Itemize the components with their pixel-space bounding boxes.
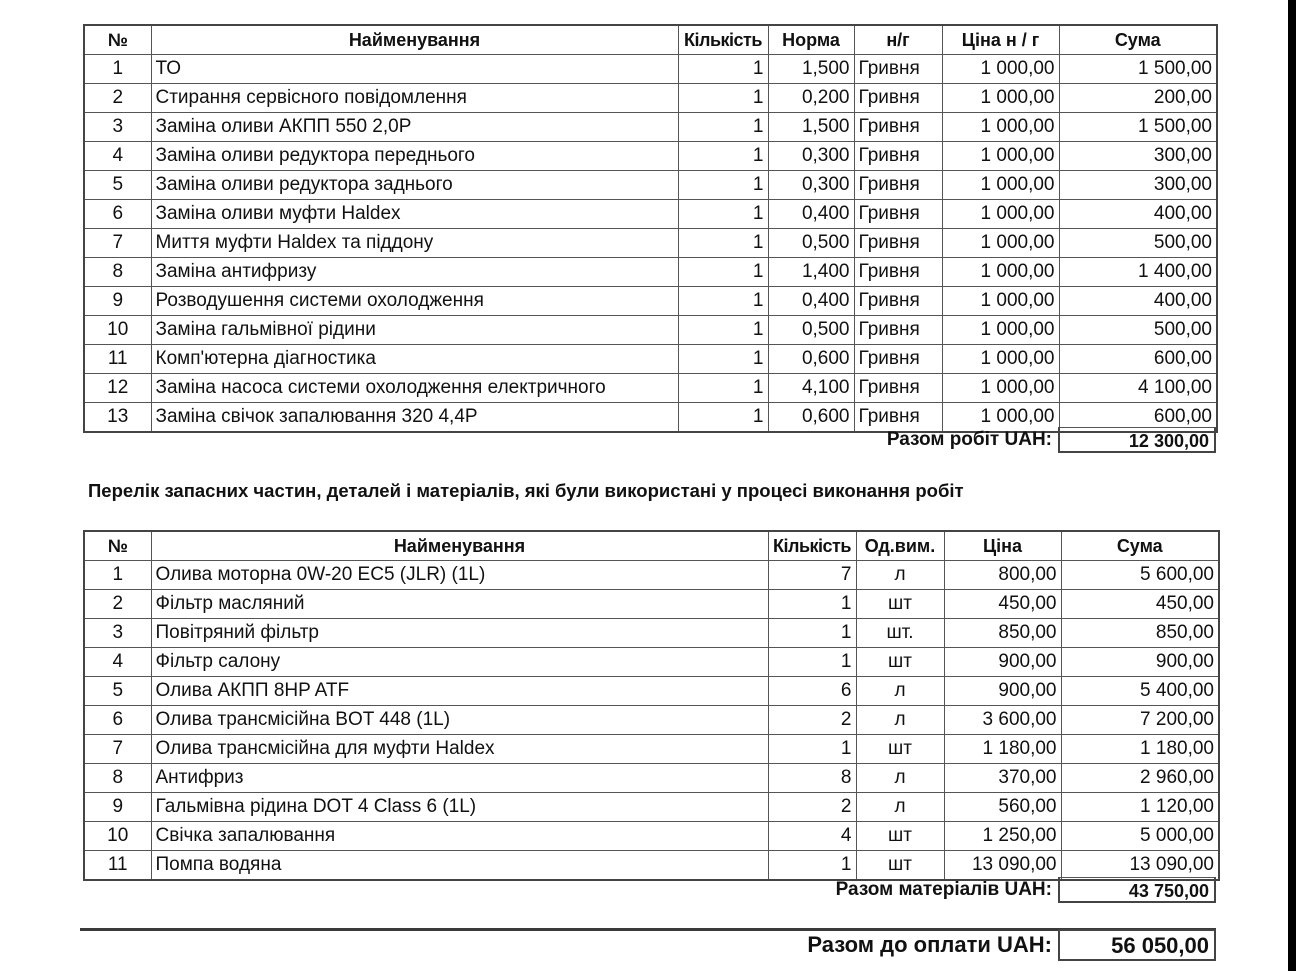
cell-unit: Гривня xyxy=(854,142,942,171)
cell-price: 1 000,00 xyxy=(942,316,1059,345)
cell-price: 900,00 xyxy=(944,648,1061,677)
cell-norm: 0,600 xyxy=(768,345,854,374)
cell-name: Свічка запалювання xyxy=(151,822,768,851)
cell-qty: 1 xyxy=(768,648,856,677)
cell-qty: 1 xyxy=(678,374,768,403)
cell-qty: 2 xyxy=(768,706,856,735)
cell-unit: Гривня xyxy=(854,84,942,113)
table-row xyxy=(84,851,1219,881)
cell-unit: л xyxy=(856,561,944,590)
cell-no: 2 xyxy=(84,590,151,619)
table-row xyxy=(84,374,1217,403)
cell-unit: Гривня xyxy=(854,113,942,142)
col-header-no: № xyxy=(84,25,151,55)
cell-qty: 1 xyxy=(678,403,768,433)
cell-price: 800,00 xyxy=(944,561,1061,590)
cell-price: 1 000,00 xyxy=(942,258,1059,287)
cell-name: Повітряний фільтр xyxy=(151,619,768,648)
cell-qty: 1 xyxy=(678,287,768,316)
cell-no: 8 xyxy=(84,764,151,793)
cell-name: Олива трансмісійна для муфти Haldex xyxy=(151,735,768,764)
cell-qty: 1 xyxy=(768,735,856,764)
cell-name: Заміна свічок запалювання 320 4,4P xyxy=(151,403,678,433)
col-header-price: Ціна н / г xyxy=(942,25,1059,55)
cell-sum: 5 600,00 xyxy=(1061,561,1219,590)
cell-sum: 850,00 xyxy=(1061,619,1219,648)
cell-sum: 400,00 xyxy=(1059,287,1217,316)
parts-total-value: 43 750,00 xyxy=(1058,877,1216,903)
cell-name: Гальмівна рідина DOT 4 Class 6 (1L) xyxy=(151,793,768,822)
cell-norm: 0,300 xyxy=(768,171,854,200)
cell-norm: 0,400 xyxy=(768,200,854,229)
cell-norm: 1,400 xyxy=(768,258,854,287)
parts-total xyxy=(700,877,1216,903)
works-table xyxy=(83,24,1218,433)
cell-price: 370,00 xyxy=(944,764,1061,793)
cell-price: 1 000,00 xyxy=(942,345,1059,374)
cell-no: 13 xyxy=(84,403,151,433)
cell-unit: Гривня xyxy=(854,55,942,84)
cell-unit: л xyxy=(856,793,944,822)
cell-qty: 1 xyxy=(678,142,768,171)
cell-name: ТО xyxy=(151,55,678,84)
cell-sum: 1 120,00 xyxy=(1061,793,1219,822)
cell-price: 1 000,00 xyxy=(942,287,1059,316)
cell-price: 1 000,00 xyxy=(942,200,1059,229)
grand-total xyxy=(700,929,1216,961)
table-row xyxy=(84,706,1219,735)
cell-no: 5 xyxy=(84,171,151,200)
cell-no: 6 xyxy=(84,706,151,735)
table-row xyxy=(84,84,1217,113)
col-header-sum: Сума xyxy=(1059,25,1217,55)
col-header-unit: Од.вим. xyxy=(856,531,944,561)
cell-no: 11 xyxy=(84,345,151,374)
cell-unit: шт. xyxy=(856,619,944,648)
cell-sum: 600,00 xyxy=(1059,403,1217,433)
cell-no: 1 xyxy=(84,561,151,590)
cell-no: 12 xyxy=(84,374,151,403)
grand-total-value: 56 050,00 xyxy=(1058,929,1216,961)
cell-sum: 13 090,00 xyxy=(1061,851,1219,881)
table-row xyxy=(84,287,1217,316)
cell-norm: 0,500 xyxy=(768,229,854,258)
cell-sum: 5 400,00 xyxy=(1061,677,1219,706)
cell-unit: Гривня xyxy=(854,345,942,374)
table-row xyxy=(84,677,1219,706)
cell-no: 4 xyxy=(84,142,151,171)
cell-name: Антифриз xyxy=(151,764,768,793)
cell-norm: 0,500 xyxy=(768,316,854,345)
cell-no: 4 xyxy=(84,648,151,677)
cell-qty: 1 xyxy=(678,84,768,113)
cell-norm: 0,200 xyxy=(768,84,854,113)
cell-name: Фільтр салону xyxy=(151,648,768,677)
cell-price: 3 600,00 xyxy=(944,706,1061,735)
cell-price: 1 000,00 xyxy=(942,403,1059,433)
cell-no: 8 xyxy=(84,258,151,287)
cell-qty: 1 xyxy=(678,55,768,84)
cell-norm: 0,600 xyxy=(768,403,854,433)
col-header-unit: н/г xyxy=(854,25,942,55)
cell-sum: 300,00 xyxy=(1059,171,1217,200)
cell-name: Миття муфти Haldex та піддону xyxy=(151,229,678,258)
cell-qty: 1 xyxy=(768,619,856,648)
col-header-norm: Норма xyxy=(768,25,854,55)
cell-unit: Гривня xyxy=(854,287,942,316)
col-header-name: Найменування xyxy=(151,531,768,561)
cell-name: Олива АКПП 8HP ATF xyxy=(151,677,768,706)
cell-no: 6 xyxy=(84,200,151,229)
col-header-price: Ціна xyxy=(944,531,1061,561)
parts-section-title: Перелік запасних частин, деталей і матеріалів, які були використані у процесі виконання робіт xyxy=(88,480,964,501)
cell-price: 450,00 xyxy=(944,590,1061,619)
table-row xyxy=(84,55,1217,84)
cell-name: Заміна антифризу xyxy=(151,258,678,287)
cell-qty: 4 xyxy=(768,822,856,851)
col-header-sum: Сума xyxy=(1061,531,1219,561)
cell-no: 10 xyxy=(84,822,151,851)
cell-unit: шт xyxy=(856,851,944,881)
cell-qty: 1 xyxy=(678,113,768,142)
cell-qty: 1 xyxy=(678,171,768,200)
cell-qty: 8 xyxy=(768,764,856,793)
table-row xyxy=(84,561,1219,590)
cell-price: 1 000,00 xyxy=(942,374,1059,403)
works-header-row xyxy=(84,25,1217,55)
cell-price: 900,00 xyxy=(944,677,1061,706)
cell-qty: 1 xyxy=(678,200,768,229)
table-row xyxy=(84,735,1219,764)
cell-unit: Гривня xyxy=(854,229,942,258)
cell-norm: 0,300 xyxy=(768,142,854,171)
cell-sum: 900,00 xyxy=(1061,648,1219,677)
cell-sum: 1 500,00 xyxy=(1059,55,1217,84)
col-header-no: № xyxy=(84,531,151,561)
table-row xyxy=(84,648,1219,677)
cell-price: 1 250,00 xyxy=(944,822,1061,851)
cell-sum: 500,00 xyxy=(1059,316,1217,345)
cell-name: Олива трансмісійна BOT 448 (1L) xyxy=(151,706,768,735)
cell-name: Заміна оливи редуктора заднього xyxy=(151,171,678,200)
cell-no: 7 xyxy=(84,735,151,764)
cell-price: 850,00 xyxy=(944,619,1061,648)
cell-unit: Гривня xyxy=(854,171,942,200)
cell-unit: Гривня xyxy=(854,374,942,403)
table-row xyxy=(84,793,1219,822)
cell-no: 9 xyxy=(84,287,151,316)
cell-sum: 4 100,00 xyxy=(1059,374,1217,403)
cell-sum: 400,00 xyxy=(1059,200,1217,229)
cell-no: 9 xyxy=(84,793,151,822)
cell-name: Олива моторна 0W-20 EC5 (JLR) (1L) xyxy=(151,561,768,590)
cell-name: Помпа водяна xyxy=(151,851,768,881)
cell-unit: л xyxy=(856,706,944,735)
cell-no: 5 xyxy=(84,677,151,706)
cell-sum: 1 180,00 xyxy=(1061,735,1219,764)
cell-price: 1 000,00 xyxy=(942,142,1059,171)
cell-qty: 1 xyxy=(768,851,856,881)
cell-name: Стирання сервісного повідомлення xyxy=(151,84,678,113)
table-row xyxy=(84,229,1217,258)
cell-price: 560,00 xyxy=(944,793,1061,822)
parts-table xyxy=(83,530,1220,881)
cell-sum: 1 400,00 xyxy=(1059,258,1217,287)
cell-qty: 7 xyxy=(768,561,856,590)
table-row xyxy=(84,258,1217,287)
cell-unit: Гривня xyxy=(854,258,942,287)
cell-name: Заміна оливи АКПП 550 2,0P xyxy=(151,113,678,142)
cell-qty: 1 xyxy=(678,258,768,287)
cell-sum: 5 000,00 xyxy=(1061,822,1219,851)
cell-price: 1 000,00 xyxy=(942,229,1059,258)
cell-sum: 200,00 xyxy=(1059,84,1217,113)
works-total-value: 12 300,00 xyxy=(1058,427,1216,453)
table-row xyxy=(84,142,1217,171)
table-row xyxy=(84,619,1219,648)
cell-no: 1 xyxy=(84,55,151,84)
cell-name: Заміна оливи редуктора переднього xyxy=(151,142,678,171)
cell-name: Розводушення системи охолодження xyxy=(151,287,678,316)
cell-no: 10 xyxy=(84,316,151,345)
cell-norm: 0,400 xyxy=(768,287,854,316)
cell-no: 11 xyxy=(84,851,151,881)
cell-price: 13 090,00 xyxy=(944,851,1061,881)
works-total-label: Разом робіт UAH: xyxy=(886,429,1052,450)
cell-sum: 7 200,00 xyxy=(1061,706,1219,735)
col-header-qty: Кількість xyxy=(768,531,856,561)
cell-qty: 6 xyxy=(768,677,856,706)
parts-header-row xyxy=(84,531,1219,561)
table-row xyxy=(84,590,1219,619)
grand-total-label: Разом до оплати UAH: xyxy=(807,932,1052,957)
table-row xyxy=(84,345,1217,374)
cell-name: Фільтр масляний xyxy=(151,590,768,619)
cell-unit: л xyxy=(856,677,944,706)
cell-qty: 1 xyxy=(678,345,768,374)
table-row xyxy=(84,822,1219,851)
cell-sum: 300,00 xyxy=(1059,142,1217,171)
cell-no: 7 xyxy=(84,229,151,258)
cell-unit: Гривня xyxy=(854,316,942,345)
cell-no: 2 xyxy=(84,84,151,113)
cell-norm: 4,100 xyxy=(768,374,854,403)
cell-norm: 1,500 xyxy=(768,55,854,84)
cell-sum: 450,00 xyxy=(1061,590,1219,619)
col-header-name: Найменування xyxy=(151,25,678,55)
cell-price: 1 000,00 xyxy=(942,84,1059,113)
works-total xyxy=(700,427,1216,453)
cell-qty: 2 xyxy=(768,793,856,822)
cell-sum: 2 960,00 xyxy=(1061,764,1219,793)
cell-unit: шт xyxy=(856,648,944,677)
cell-sum: 600,00 xyxy=(1059,345,1217,374)
cell-price: 1 180,00 xyxy=(944,735,1061,764)
cell-unit: л xyxy=(856,764,944,793)
cell-unit: Гривня xyxy=(854,200,942,229)
cell-price: 1 000,00 xyxy=(942,171,1059,200)
parts-total-label: Разом матеріалів UAH: xyxy=(835,879,1052,900)
cell-no: 3 xyxy=(84,113,151,142)
cell-name: Заміна гальмівної рідини xyxy=(151,316,678,345)
cell-norm: 1,500 xyxy=(768,113,854,142)
cell-price: 1 000,00 xyxy=(942,55,1059,84)
cell-sum: 500,00 xyxy=(1059,229,1217,258)
cell-qty: 1 xyxy=(678,316,768,345)
cell-name: Заміна насоса системи охолодження електричного xyxy=(151,374,678,403)
table-row xyxy=(84,113,1217,142)
cell-no: 3 xyxy=(84,619,151,648)
cell-name: Комп'ютерна діагностика xyxy=(151,345,678,374)
table-row xyxy=(84,171,1217,200)
cell-price: 1 000,00 xyxy=(942,113,1059,142)
cell-qty: 1 xyxy=(768,590,856,619)
table-row xyxy=(84,200,1217,229)
cell-qty: 1 xyxy=(678,229,768,258)
right-edge-strip xyxy=(1288,0,1296,971)
cell-unit: шт xyxy=(856,590,944,619)
cell-sum: 1 500,00 xyxy=(1059,113,1217,142)
table-row xyxy=(84,316,1217,345)
table-row xyxy=(84,764,1219,793)
cell-unit: Гривня xyxy=(854,403,942,433)
cell-name: Заміна оливи муфти Haldex xyxy=(151,200,678,229)
cell-unit: шт xyxy=(856,822,944,851)
col-header-qty: Кількість xyxy=(678,25,768,55)
cell-unit: шт xyxy=(856,735,944,764)
